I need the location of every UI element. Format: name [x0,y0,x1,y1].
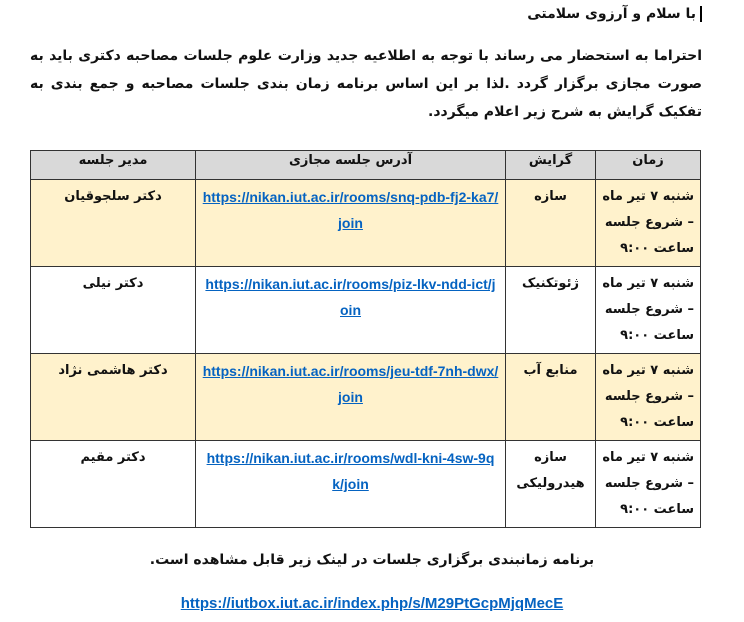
cell-time: شنبه ۷ تیر ماه – شروع جلسه ساعت ۹:۰۰ [596,180,701,267]
table-row [31,267,701,354]
cell-address [196,267,506,354]
cell-manager: دکتر سلجوقیان [31,180,196,267]
cell-manager: دکتر مقیم [31,441,196,528]
schedule-table [30,150,701,528]
meeting-link[interactable]: https://nikan.iut.ac.ir/rooms/jeu-tdf-7nh-dwx/join [202,363,499,405]
schedule-link[interactable]: https://iutbox.iut.ac.ir/index.php/s/M29PtGcpMjqMecE [180,595,564,612]
meeting-link[interactable]: https://nikan.iut.ac.ir/rooms/snq-pdb-fj2-ka7/join [202,189,499,231]
intro-paragraph: احتراما به استحضار می رساند با توجه به اطلاعیه جدید وزارت علوم جلسات مصاحبه دکتری باید به صورت مجازی برگزار گردد .لذا بر این اساس برنامه زمان بندی جلسات مصاحبه و جمع بندی به تفکیک گرایش به شرح زیر اعلام میگردد. [30,48,702,120]
greeting-text: با سلام و آرزوی سلامتی [527,6,702,22]
table-row [31,441,701,528]
header-manager: مدیر جلسه [31,151,196,180]
cell-address [196,180,506,267]
cell-field: سازه هیدرولیکی [506,441,596,528]
header-time: زمان [596,151,701,180]
cell-field: سازه [506,180,596,267]
cell-address [196,441,506,528]
header-field: گرایش [506,151,596,180]
cell-time: شنبه ۷ تیر ماه – شروع جلسه ساعت ۹:۰۰ [596,354,701,441]
meeting-link[interactable]: https://nikan.iut.ac.ir/rooms/wdl-kni-4sw-9qk/join [206,450,495,492]
cell-manager: دکتر نیلی [31,267,196,354]
header-address: آدرس جلسه مجازی [196,151,506,180]
cell-address [196,354,506,441]
table-row [31,180,701,267]
meeting-link[interactable]: https://nikan.iut.ac.ir/rooms/piz-lkv-ndd-ict/join [205,276,496,318]
cell-time: شنبه ۷ تیر ماه – شروع جلسه ساعت ۹:۰۰ [596,441,701,528]
table-header-row [31,151,701,180]
cell-field: منابع آب [506,354,596,441]
cell-manager: دکتر هاشمی نژاد [31,354,196,441]
footer-link-container [0,593,744,612]
table-row [31,354,701,441]
footer-text: برنامه زمانبندی برگزاری جلسات در لینک زیر قابل مشاهده است. [149,552,595,568]
cell-time: شنبه ۷ تیر ماه – شروع جلسه ساعت ۹:۰۰ [596,267,701,354]
cell-field: ژئوتکنیک [506,267,596,354]
